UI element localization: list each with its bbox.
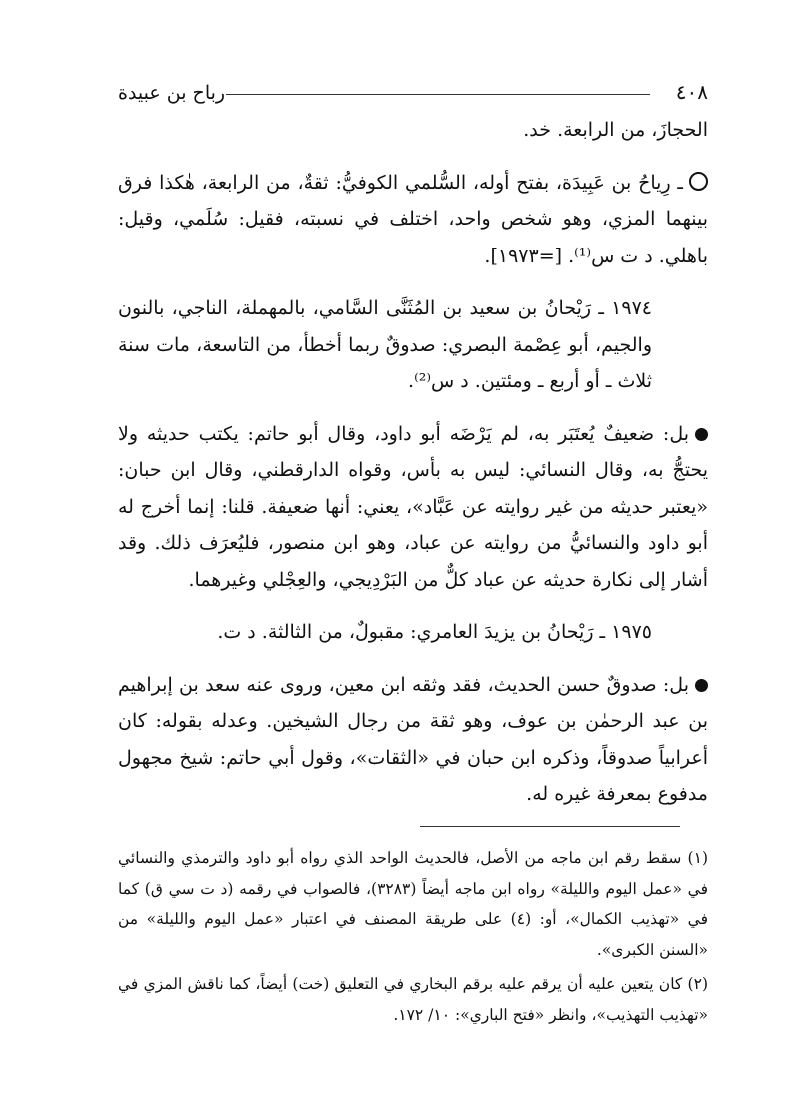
footnote-2: (٢) كان يتعين عليه أن يرقم عليه برقم البخاري في التعليق (خت) أيضاً، كما ناقش المزي في «تهذيب التهذيب»، وانظر «فتح الباري»: ١٠/ ١٧٢. <box>118 975 708 1024</box>
filled-circle-icon <box>695 679 708 692</box>
entry-1974: ١٩٧٤ ـ رَيْحانُ بن سعيد بن المُثَنَّى السَّامي، بالمهملة، الناجي، بالنون والجيم، أبو عِصْمة البصري: صدوقٌ ربما أخطأ، من التاسعة، مات سنة ثلاث ـ أو أربع ـ ومئتين. د س⁽²⁾. <box>118 297 652 392</box>
main-text <box>118 112 708 813</box>
comment-1974-text: بل: ضعيفٌ يُعتَبَر به، لم يَرْضَه أبو داود، وقال أبو حاتم: يكتب حديثه ولا يحتجُّ به، وقال النسائي: ليس به بأس، وقواه الدارقطني، وقال ابن حبان: «يعتبر حديثه من غير روايته عن عَبَّاد»، يعني: أنها ضعيفة. قلنا: إنما أخرج له أبو داود والنسائيُّ من روايته عن عباد، وهو ابن منصور، فليُعرَف ذلك. وقد أشار إلى نكارة حديثه عن عباد كلٌّ من البَرْدِيجي، والعِجْلي وغيرهما. <box>118 422 708 591</box>
footnote-rule <box>420 826 680 827</box>
comment-1975-text: بل: صدوقٌ حسن الحديث، فقد وثقه ابن معين، وروى عنه سعد بن إبراهيم بن عبد الرحمٰن بن عوف، وهو ثقة من رجال الشيخين. وعدله بقوله: كان أعرابياً صدوقاً، وذكره ابن حبان في «الثقات»، وقول أبي حاتم: شيخ مجهول مدفوع بمعرفة غيره له. <box>118 673 708 805</box>
paragraph-continuation: الحجازَ، من الرابعة. خد. <box>523 119 708 141</box>
hollow-circle-icon <box>689 172 708 191</box>
comment-1975 <box>118 667 708 813</box>
header-rule <box>226 94 650 95</box>
page-header <box>118 80 708 110</box>
entry-riyah <box>118 165 708 275</box>
entry-1975: ١٩٧٥ ـ رَيْحانُ بن يزيدَ العامري: مقبولٌ، من الثالثة. د ت. <box>217 621 652 643</box>
running-title: رباح بن عبيدة <box>118 82 226 104</box>
comment-1974 <box>118 416 708 599</box>
entry-riyah-text: ـ رِياحُ بن عَبِيدَة، بفتح أوله، السُّلمي الكوفيُّ: ثقةٌ، من الرابعة، هٰكذا فرق بينهما المزي، وهو شخص واحد، اختلف في نسبته، فقيل: سُلَمي، وقيل: باهلي. د ت س⁽¹⁾. [=١٩٧٣]. <box>118 171 708 267</box>
page-number: ٤٠٨ <box>675 80 708 104</box>
footnotes <box>118 843 708 1030</box>
footnote-1: (١) سقط رقم ابن ماجه من الأصل، فالحديث الواحد الذي رواه أبو داود والترمذي والنسائي في «عمل اليوم والليلة» رواه ابن ماجه أيضاً (٣٢٨٣)، فالصواب في رقمه (د ت سي ق) كما في «تهذيب الكمال»، أو: (٤) على طريقة المصنف في اعتبار «عمل اليوم والليلة» من «السنن الكبرى». <box>118 849 709 959</box>
filled-circle-icon <box>695 428 708 441</box>
